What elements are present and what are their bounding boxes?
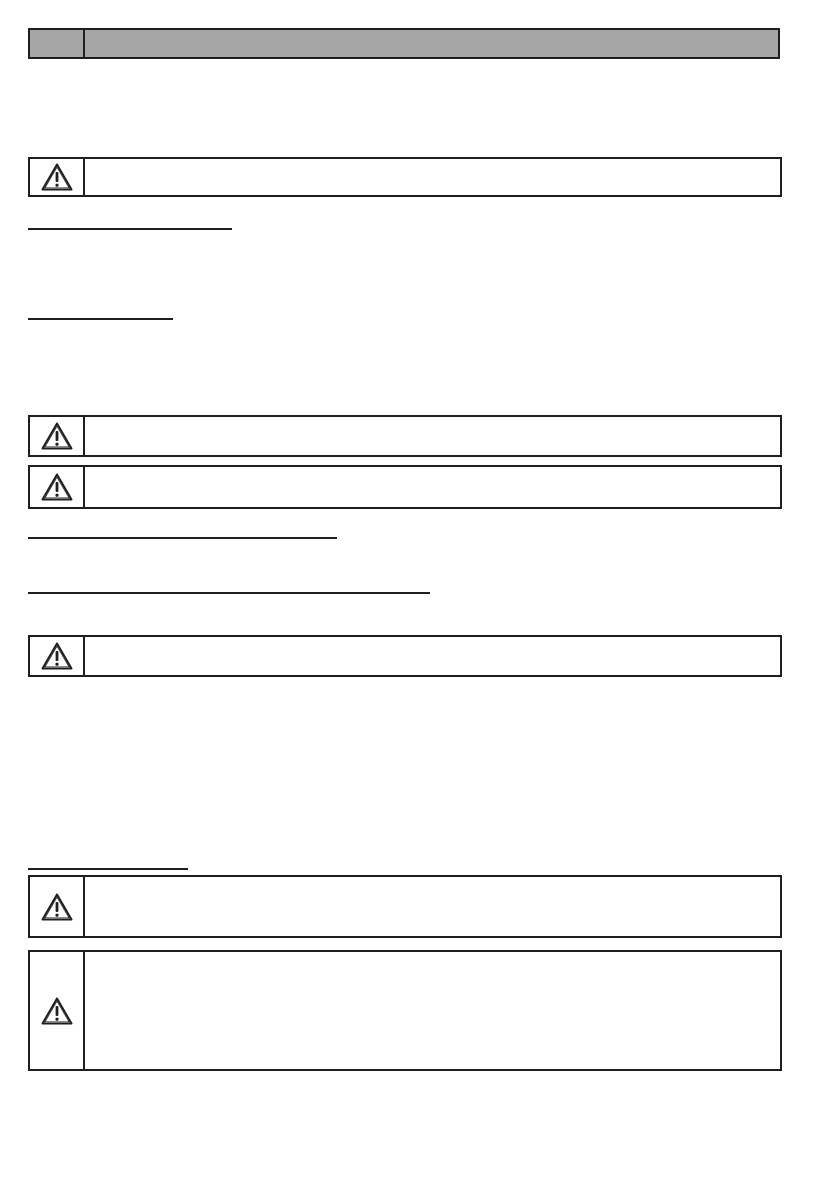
warning-icon-cell	[30, 877, 85, 936]
warning-triangle-icon	[40, 996, 74, 1026]
warning-box-3	[28, 465, 782, 509]
warning-box-4	[28, 635, 782, 677]
warning-text	[94, 877, 772, 936]
section-header	[28, 28, 780, 59]
warning-text	[94, 417, 772, 455]
warning-text	[94, 467, 772, 507]
warning-icon-cell	[30, 159, 85, 195]
warning-box-1	[28, 157, 782, 197]
warning-box-2	[28, 415, 782, 457]
subheading-rule-3	[28, 537, 337, 539]
warning-text	[94, 159, 772, 195]
warning-text	[94, 952, 772, 1069]
warning-triangle-icon	[40, 472, 74, 502]
subheading-rule-4	[28, 592, 430, 594]
subheading-rule-2	[28, 318, 173, 320]
warning-text	[94, 637, 772, 675]
warning-icon-cell	[30, 637, 85, 675]
warning-triangle-icon	[40, 892, 74, 922]
warning-triangle-icon	[40, 162, 74, 192]
warning-triangle-icon	[40, 641, 74, 671]
warning-icon-cell	[30, 467, 85, 507]
section-title	[94, 30, 770, 57]
warning-icon-cell	[30, 952, 85, 1069]
warning-box-6	[28, 950, 782, 1071]
warning-triangle-icon	[40, 421, 74, 451]
warning-icon-cell	[30, 417, 85, 455]
subheading-rule-1	[28, 228, 232, 230]
subheading-rule-5	[28, 868, 188, 870]
warning-box-5	[28, 875, 782, 938]
section-number	[30, 30, 85, 57]
